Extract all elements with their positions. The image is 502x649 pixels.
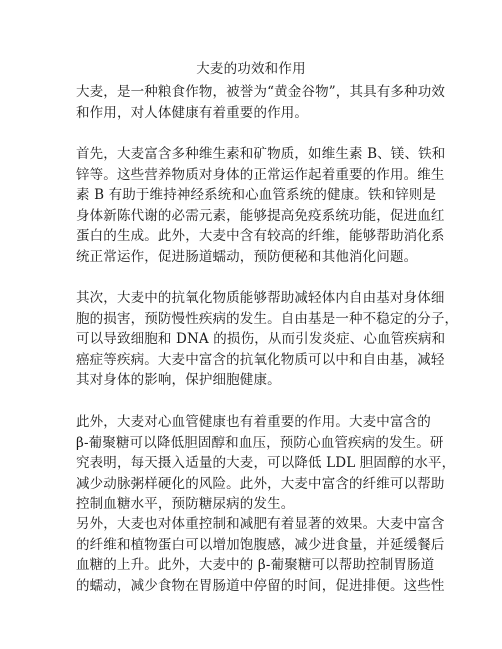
text-line: 减少动脉粥样硬化的风险。此外，大麦中富含的纤维可以帮助 (76, 475, 445, 492)
text-line: 血糖的上升。此外，大麦中的 β-葡聚糖可以帮助控制胃肠道 (76, 557, 435, 574)
text-line: 大麦，是一种粮食作物，被誉为“黄金谷物”，其具有多种功效 (76, 84, 446, 100)
text-line: 和作用，对人体健康有着重要的作用。 (76, 104, 309, 121)
paragraph-weight-control (76, 514, 445, 596)
text-line: 的纤维和植物蛋白可以增加饱腹感，减少进食量，并延缓餐后 (76, 536, 445, 553)
text-line: 可以导致细胞和 DNA 的损伤，从而引发炎症、心血管疾病和 (76, 331, 446, 348)
text-line: 蛋白的生成。此外，大麦中含有较高的纤维，能够帮助消化系 (76, 228, 445, 245)
text-line: 其对身体的影响，保护细胞健康。 (76, 372, 281, 389)
paragraph-intro (76, 82, 446, 123)
text-line: 究表明，每天摄入适量的大麦，可以降低 LDL 胆固醇的水平， (76, 455, 456, 472)
text-line: 身体新陈代谢的必需元素，能够提高免疫系统功能，促进血红 (76, 207, 445, 224)
paragraph-antioxidants (76, 288, 459, 391)
text-line: 癌症等疾病。大麦中富含的抗氧化物质可以中和自由基，减轻 (76, 351, 445, 368)
text-line: 此外，大麦对心血管健康也有着重要的作用。大麦中富含的 (76, 414, 431, 430)
paragraph-nutrients (76, 144, 446, 268)
text-line: 统正常运作，促进肠道蠕动，预防便秘和其他消化问题。 (76, 248, 418, 265)
document-title: 大麦的功效和作用 (196, 61, 306, 77)
text-line: 锌等。这些营养物质对身体的正常运作起着重要的作用。维生 (76, 166, 445, 183)
text-line: 控制血糖水平，预防糖尿病的发生。 (76, 496, 295, 513)
paragraph-cardiovascular (76, 412, 456, 515)
text-line: 另外，大麦也对体重控制和减肥有着显著的效果。大麦中富含 (76, 516, 445, 532)
text-line: 素 B 有助于维持神经系统和心血管系统的健康。铁和锌则是 (76, 187, 437, 204)
text-line: 的蠕动，减少食物在胃肠道中停留的时间，促进排便。这些性 (76, 577, 445, 594)
text-line: 首先，大麦富含多种维生素和矿物质，如维生素 B、镁、铁和 (76, 146, 446, 162)
text-line: 其次，大麦中的抗氧化物质能够帮助减轻体内自由基对身体细 (76, 290, 445, 306)
text-line: β-葡聚糖可以降低胆固醇和血压，预防心血管疾病的发生。研 (76, 434, 444, 451)
text-line: 胞的损害，预防慢性疾病的发生。自由基是一种不稳定的分子， (76, 310, 459, 327)
